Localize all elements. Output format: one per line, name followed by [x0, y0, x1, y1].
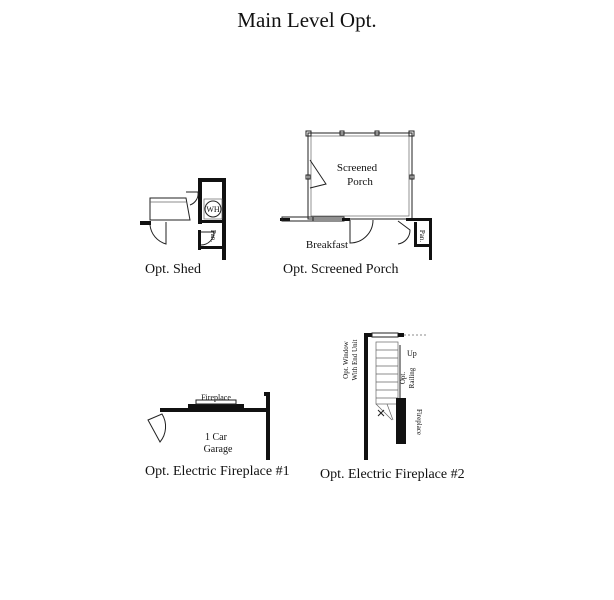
- opt-window-label-line1: Opt. Window: [342, 341, 350, 379]
- opt-window: [372, 333, 398, 337]
- railing-label-line2: Railing: [408, 367, 416, 389]
- porch-pantry-bottom: [414, 244, 430, 247]
- fireplace-unit-1: [188, 404, 244, 410]
- fp2-left-wall: [364, 333, 368, 460]
- railing-label-line1: Opt.: [399, 371, 407, 385]
- garage-door-swing: [148, 414, 166, 442]
- stair-winder: [376, 404, 392, 420]
- screened-label: Screened: [336, 162, 378, 174]
- caption-fireplace2: Opt. Electric Fireplace #2: [320, 467, 465, 482]
- shed-door-swing: [150, 222, 166, 244]
- page-title: Main Level Opt.: [237, 8, 377, 32]
- fireplace1-plan: [148, 392, 270, 460]
- garage-corner: [264, 392, 270, 396]
- stair-run: [376, 342, 398, 404]
- top-wall-right: [398, 333, 404, 337]
- porch-plan: [280, 131, 432, 260]
- shed-plan: [140, 178, 226, 260]
- pantry-label-shed: Pan.: [209, 229, 217, 243]
- porch-pantry-wall: [414, 222, 417, 246]
- porch-label: Porch: [347, 176, 373, 188]
- opt-window-label-line2: With End Unit: [351, 339, 359, 381]
- porch-right-wall: [429, 218, 432, 260]
- garage-label-line2: Garage: [203, 444, 233, 455]
- breakfast-label: Breakfast: [305, 239, 349, 251]
- caption-porch: Opt. Screened Porch: [283, 262, 399, 277]
- caption-fireplace1: Opt. Electric Fireplace #1: [145, 464, 290, 479]
- pantry-label-porch: Pan.: [418, 229, 426, 243]
- pantry-bottom-wall: [198, 246, 224, 249]
- up-label: Up: [407, 349, 417, 358]
- pantry-door-swing-porch: [398, 221, 410, 244]
- fireplace2-label: Fireplace: [415, 408, 423, 436]
- garage-right-wall: [266, 392, 270, 460]
- fireplace2-plan: [342, 333, 426, 460]
- shed-door-swing-2: [186, 192, 198, 205]
- water-heater-label: WH: [206, 205, 220, 214]
- fireplace1-label: Fireplace: [201, 393, 231, 402]
- shed-left-wall: [198, 178, 202, 224]
- porch-door-swing: [350, 220, 373, 243]
- fireplace-unit-2: [396, 398, 406, 444]
- porch-screen-door: [310, 160, 326, 188]
- shed-divider-wall: [198, 220, 224, 223]
- porch-house-wall: [406, 218, 432, 221]
- porch-house-wall: [342, 218, 350, 221]
- shed-door-outline: [150, 198, 190, 220]
- caption-shed: Opt. Shed: [145, 262, 201, 277]
- shed-wall-stub: [140, 221, 151, 225]
- garage-label-line1: 1 Car: [205, 432, 227, 443]
- shed-top-wall: [198, 178, 226, 182]
